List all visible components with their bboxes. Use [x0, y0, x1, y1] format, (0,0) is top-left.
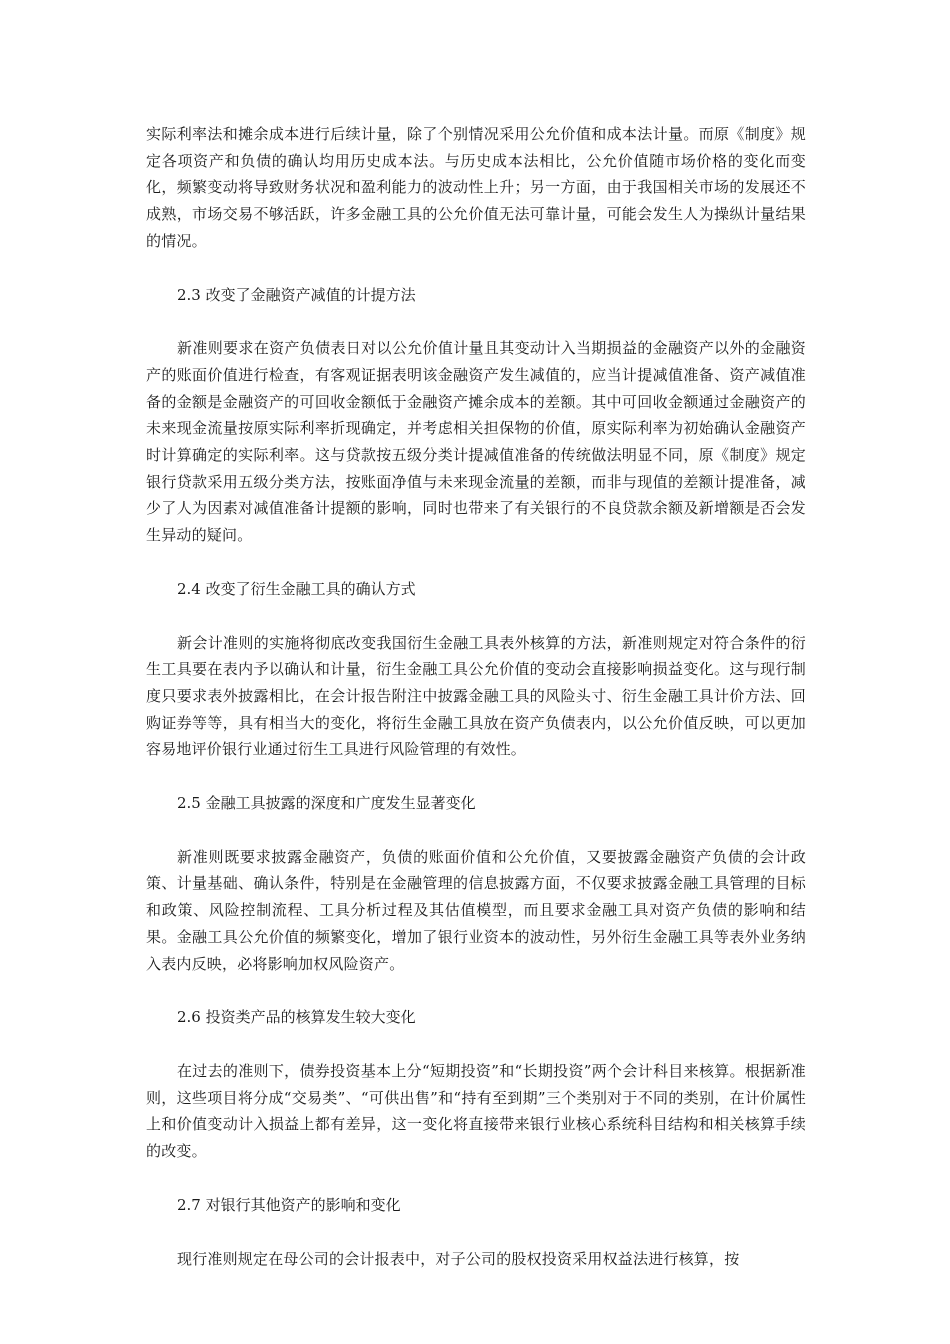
- paragraph-disclosure-changes: 新准则既要求披露金融资产，负债的账面价值和公允价值，又要披露金融资产负债的会计政策、计量基础、确认条件，特别是在金融管理的信息披露方面，不仅要求披露金融工具管理的目标和政策、风险控制流程、工具分析过程及其估值模型，而且要求金融工具对资产负债的影响和结果。金融工具公允价值的频繁变化，增加了银行业资本的波动性，另外衍生金融工具等表外业务纳入表内反映，必将影响加权风险资产。: [146, 847, 806, 973]
- section-heading-2-3: 2.3 改变了金融资产减值的计提方法: [177, 285, 416, 304]
- section-heading-2-6: 2.6 投资类产品的核算发生较大变化: [177, 1008, 416, 1027]
- paragraph-derivatives-recognition: 新会计准则的实施将彻底改变我国衍生金融工具表外核算的方法，新准则规定对符合条件的衍生工具要在表内予以确认和计量，衍生金融工具公允价值的变动会直接影响损益变化。这与现行制度只要求表外披露相比，在会计报告附注中披露金融工具的风险头寸、衍生金融工具计价方法、回购证券等等，具有相当大的变化，将衍生金融工具放在资产负债表内，以公允价值反映，可以更加容易地评价银行业通过衍生工具进行风险管理的有效性。: [146, 633, 806, 759]
- paragraph-impairment-method: 新准则要求在资产负债表日对以公允价值计量且其变动计入当期损益的金融资产以外的金融资产的账面价值进行检查，有客观证据表明该金融资产发生减值的，应当计提减值准备、资产减值准备的金额是金融资产的可回收金额低于金融资产摊余成本的差额。其中可回收金额通过金融资产的未来现金流量按原实际利率折现确定，并考虑相关担保物的价值，原实际利率为初始确认金融资产时计算确定的实际利率。这与贷款按五级分类计提减值准备的传统做法明显不同，原《制度》规定银行贷款采用五级分类方法，按账面净值与未来现金流量的差额，而非与现值的差额计提准备，减少了人为因素对减值准备计提额的影响，同时也带来了有关银行的不良贷款余额及新增额是否会发生异动的疑问。: [146, 339, 806, 545]
- section-heading-2-4: 2.4 改变了衍生金融工具的确认方式: [177, 579, 416, 598]
- paragraph-other-assets: 现行准则规定在母公司的会计报表中，对子公司的股权投资采用权益法进行核算，按: [177, 1249, 740, 1268]
- paragraph-investment-products: 在过去的准则下，债券投资基本上分“短期投资”和“长期投资”两个会计科目来核算。根据新准则，这些项目将分成“交易类”、“可供出售”和“持有至到期”三个类别对于不同的类别，在计价属性上和价值变动计入损益上都有差异，这一变化将直接带来银行业核心系统科目结构和相关核算手续的改变。: [146, 1061, 806, 1161]
- document-body: [146, 121, 806, 1272]
- section-heading-2-5: 2.5 金融工具披露的深度和广度发生显著变化: [177, 794, 476, 813]
- section-heading-2-7: 2.7 对银行其他资产的影响和变化: [177, 1195, 401, 1214]
- paragraph-fair-value-measurement: 实际利率法和摊余成本进行后续计量，除了个别情况采用公允价值和成本法计量。而原《制度》规定各项资产和负债的确认均用历史成本法。与历史成本法相比，公允价值随市场价格的变化而变化，频繁变动将导致财务状况和盈利能力的波动性上升；另一方面，由于我国相关市场的发展还不成熟，市场交易不够活跃，许多金融工具的公允价值无法可靠计量，可能会发生人为操纵计量结果的情况。: [146, 125, 806, 250]
